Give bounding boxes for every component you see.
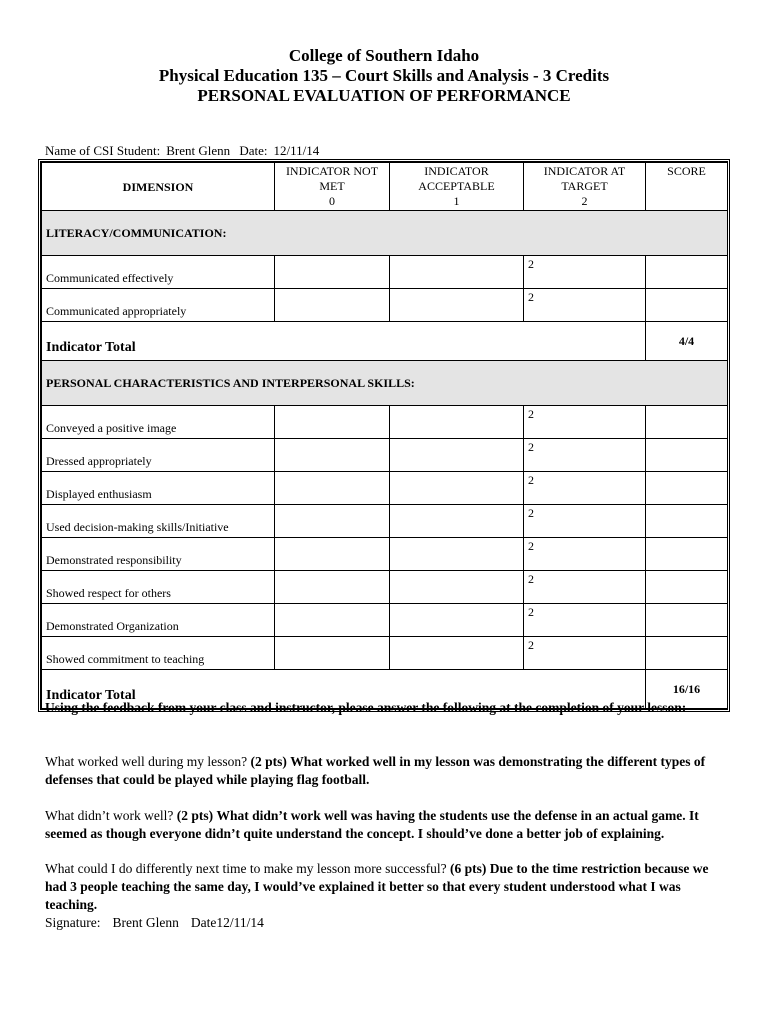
- cell-target: 2: [524, 538, 646, 571]
- signature-line: [45, 914, 725, 932]
- student-name-label: Name of CSI Student:: [45, 143, 161, 158]
- cell-not-met: [275, 538, 390, 571]
- section-title: LITERACY/COMMUNICATION:: [42, 211, 728, 256]
- answer-1: What worked well in my lesson was demonstrating the different types of defenses that could be played while playing flag football.: [45, 754, 706, 787]
- cell-score: [646, 538, 728, 571]
- indicator-total-label: Indicator Total: [42, 670, 646, 709]
- cell-not-met: [275, 439, 390, 472]
- date-label: Date:: [239, 143, 268, 158]
- table-row: [42, 538, 728, 571]
- cell-score: [646, 256, 728, 289]
- evaluation-table: [38, 159, 730, 712]
- question-2-text: What didn’t work well?: [45, 808, 174, 823]
- cell-acceptable: [390, 637, 524, 670]
- row-label: Conveyed a positive image: [42, 406, 275, 439]
- question-2-points: (2 pts): [176, 808, 214, 823]
- row-label: Dressed appropriately: [42, 439, 275, 472]
- signature-name: Brent Glenn: [112, 915, 179, 930]
- cell-score: [646, 472, 728, 505]
- date-value: 12/11/14: [273, 143, 320, 158]
- cell-score: [646, 637, 728, 670]
- cell-target: 2: [524, 289, 646, 322]
- cell-target: 2: [524, 256, 646, 289]
- cell-not-met: [275, 571, 390, 604]
- cell-score: [646, 406, 728, 439]
- table-row: [42, 406, 728, 439]
- section-title: PERSONAL CHARACTERISTICS AND INTERPERSONAL SKILLS:: [42, 361, 728, 406]
- cell-target: 2: [524, 472, 646, 505]
- cell-not-met: [275, 505, 390, 538]
- cell-target: 2: [524, 637, 646, 670]
- feedback-intro: Using the feedback from your class and instructor, please answer the following at the completion of your lesson:: [45, 700, 687, 715]
- cell-score: [646, 571, 728, 604]
- table-row: [42, 505, 728, 538]
- cell-target: 2: [524, 505, 646, 538]
- cell-score: [646, 439, 728, 472]
- cell-target: 2: [524, 571, 646, 604]
- cell-acceptable: [390, 472, 524, 505]
- cell-acceptable: [390, 256, 524, 289]
- signature-label: Signature:: [45, 915, 101, 930]
- answer-2: What didn’t work well was having the students use the defense in an actual game. It seemed as though everyone didn’t quite understand the concept. I should’ve done a better job of explaining.: [45, 808, 699, 841]
- cell-target: 2: [524, 406, 646, 439]
- cell-acceptable: [390, 505, 524, 538]
- question-3: [45, 860, 725, 914]
- cell-acceptable: [390, 439, 524, 472]
- cell-not-met: [275, 289, 390, 322]
- row-label: Communicated effectively: [42, 256, 275, 289]
- header-target: INDICATOR AT TARGET 2: [524, 163, 646, 211]
- cell-not-met: [275, 637, 390, 670]
- cell-score: [646, 505, 728, 538]
- row-label: Demonstrated responsibility: [42, 538, 275, 571]
- question-1-points: (2 pts): [250, 754, 287, 769]
- question-3-points: (6 pts): [450, 861, 487, 876]
- row-label: Communicated appropriately: [42, 289, 275, 322]
- table-row: [42, 256, 728, 289]
- cell-acceptable: [390, 604, 524, 637]
- indicator-total-row: [42, 322, 728, 361]
- table-row: [42, 439, 728, 472]
- indicator-total-label: Indicator Total: [42, 322, 646, 361]
- row-label: Showed commitment to teaching: [42, 637, 275, 670]
- table-row: [42, 571, 728, 604]
- table-row: [42, 604, 728, 637]
- cell-acceptable: [390, 406, 524, 439]
- signature-date-value: 12/11/14: [216, 915, 264, 930]
- answer-3: Due to the time restriction because we had 3 people teaching the same day, I would’ve explained it better so that every student understood what I was teaching.: [45, 861, 709, 912]
- cell-acceptable: [390, 538, 524, 571]
- cell-not-met: [275, 472, 390, 505]
- row-label: Demonstrated Organization: [42, 604, 275, 637]
- row-label: Used decision-making skills/Initiative: [42, 505, 275, 538]
- cell-not-met: [275, 256, 390, 289]
- header-dimension: DIMENSION: [42, 163, 275, 211]
- student-info-line: [45, 143, 325, 159]
- question-1: [45, 753, 725, 789]
- row-label: Showed respect for others: [42, 571, 275, 604]
- cell-target: 2: [524, 604, 646, 637]
- cell-acceptable: [390, 571, 524, 604]
- question-1-text: What worked well during my lesson?: [45, 754, 248, 769]
- header-not-met: INDICATOR NOT MET 0: [275, 163, 390, 211]
- question-3-text: What could I do differently next time to make my lesson more successful?: [45, 861, 447, 876]
- question-2: [45, 807, 725, 843]
- section-literacy: [42, 211, 728, 256]
- cell-not-met: [275, 604, 390, 637]
- student-name-value: Brent Glenn: [166, 143, 231, 158]
- cell-score: [646, 289, 728, 322]
- indicator-total-score: 16/16: [646, 670, 728, 709]
- college-name: College of Southern Idaho: [288, 46, 480, 65]
- cell-target: 2: [524, 439, 646, 472]
- cell-not-met: [275, 406, 390, 439]
- section-personal-characteristics: [42, 361, 728, 406]
- course-title: Physical Education 135 – Court Skills and Analysis - 3 Credits: [158, 66, 610, 85]
- signature-date-label: Date: [190, 915, 217, 930]
- header-score: SCORE: [646, 163, 728, 211]
- indicator-total-score: 4/4: [646, 322, 728, 361]
- document-header: [0, 46, 768, 106]
- table-header-row: [42, 163, 728, 211]
- row-label: Displayed enthusiasm: [42, 472, 275, 505]
- cell-acceptable: [390, 289, 524, 322]
- header-acceptable: INDICATOR ACCEPTABLE 1: [390, 163, 524, 211]
- cell-score: [646, 604, 728, 637]
- table-row: [42, 289, 728, 322]
- table-row: [42, 472, 728, 505]
- form-title: PERSONAL EVALUATION OF PERFORMANCE: [197, 86, 571, 105]
- table-row: [42, 637, 728, 670]
